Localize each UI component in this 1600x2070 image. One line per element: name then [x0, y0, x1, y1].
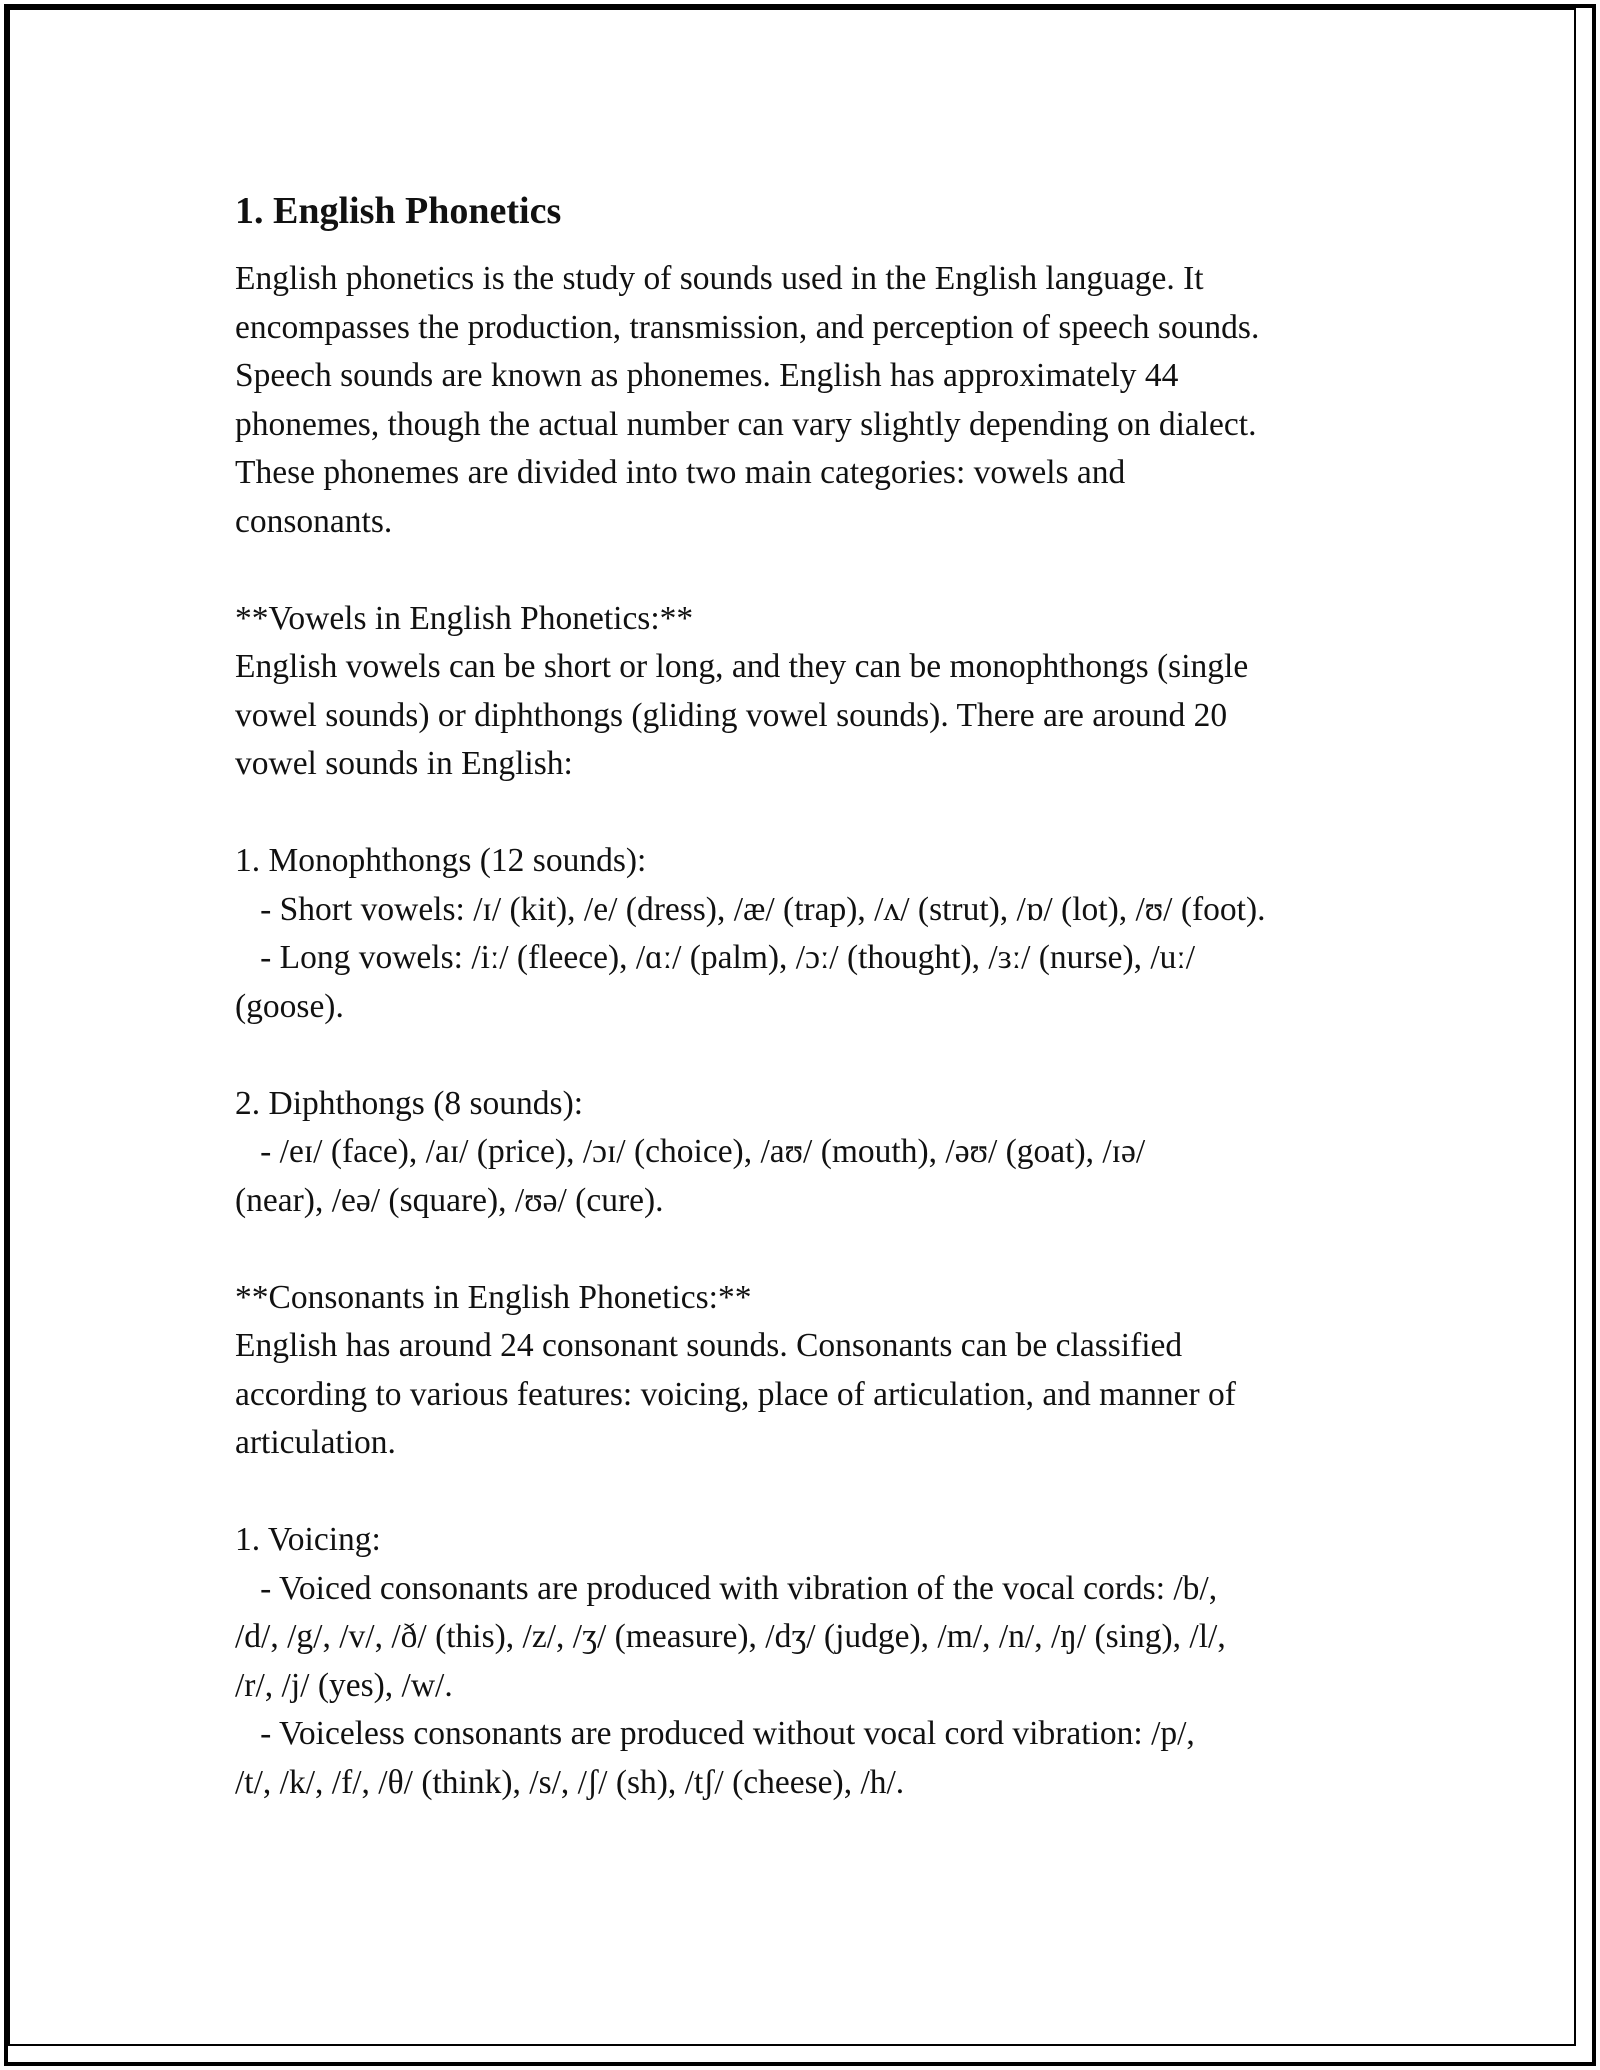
- text-line: according to various features: voicing, place of articulation, and manner of: [235, 1375, 1236, 1413]
- diphthongs-list: [235, 1080, 1415, 1226]
- text-line: Speech sounds are known as phonemes. English has approximately 44: [235, 357, 1179, 394]
- paragraph-gap: [235, 789, 1415, 838]
- list-heading: 2. Diphthongs (8 sounds):: [235, 1084, 584, 1122]
- text-line: vowel sounds in English:: [235, 745, 573, 782]
- vowels-section: [235, 595, 1415, 789]
- text-line: English phonetics is the study of sounds used in the English language. It: [235, 260, 1204, 297]
- paragraph-gap: [235, 1031, 1415, 1080]
- paragraph-gap: [235, 546, 1415, 595]
- consonants-section: [235, 1274, 1415, 1468]
- text-line: encompasses the production, transmission, and perception of speech sounds.: [235, 308, 1260, 346]
- list-item: /d/, /g/, /v/, /ð/ (this), /z/, /ʒ/ (measure), /dʒ/ (judge), /m/, /n/, /ŋ/ (sing), /l/,: [235, 1618, 1226, 1655]
- list-item: - Voiced consonants are produced with vibration of the vocal cords: /b/,: [235, 1569, 1218, 1607]
- list-item: - /eɪ/ (face), /aɪ/ (price), /ɔɪ/ (choice), /aʊ/ (mouth), /əʊ/ (goat), /ɪə/: [235, 1133, 1146, 1170]
- text-line: phonemes, though the actual number can vary slightly depending on dialect.: [235, 405, 1257, 443]
- document-body: [235, 185, 1415, 1807]
- consonants-heading: **Consonants in English Phonetics:**: [235, 1278, 752, 1316]
- list-item: /r/, /j/ (yes), /w/.: [235, 1666, 453, 1704]
- paragraph-gap: [235, 1225, 1415, 1274]
- list-heading: 1. Monophthongs (12 sounds):: [235, 842, 647, 879]
- list-item: - Short vowels: /ɪ/ (kit), /e/ (dress), /æ/ (trap), /ʌ/ (strut), /ɒ/ (lot), /ʊ/ (foot).: [235, 890, 1266, 928]
- list-item: (goose).: [235, 987, 344, 1025]
- text-line: articulation.: [235, 1424, 396, 1461]
- text-line: English has around 24 consonant sounds. Consonants can be classified: [235, 1327, 1183, 1364]
- list-heading: 1. Voicing:: [235, 1521, 381, 1558]
- list-item: (near), /eə/ (square), /ʊə/ (cure).: [235, 1181, 664, 1219]
- list-item: - Long vowels: /iː/ (fleece), /ɑː/ (palm), /ɔː/ (thought), /ɜː/ (nurse), /uː/: [235, 939, 1196, 976]
- text-line: consonants.: [235, 502, 393, 540]
- vowels-heading: **Vowels in English Phonetics:**: [235, 599, 694, 637]
- list-item: - Voiceless consonants are produced without vocal cord vibration: /p/,: [235, 1715, 1195, 1752]
- monophthongs-list: [235, 837, 1415, 1031]
- voicing-list: [235, 1516, 1415, 1807]
- text-line: These phonemes are divided into two main categories: vowels and: [235, 454, 1126, 491]
- text-line: vowel sounds) or diphthongs (gliding vowel sounds). There are around 20: [235, 696, 1228, 734]
- intro-paragraph: [235, 255, 1415, 546]
- document-title: 1. English Phonetics: [235, 190, 562, 232]
- text-line: English vowels can be short or long, and they can be monophthongs (single: [235, 648, 1249, 685]
- list-item: /t/, /k/, /f/, /θ/ (think), /s/, /ʃ/ (sh), /tʃ/ (cheese), /h/.: [235, 1763, 905, 1801]
- paragraph-gap: [235, 1468, 1415, 1517]
